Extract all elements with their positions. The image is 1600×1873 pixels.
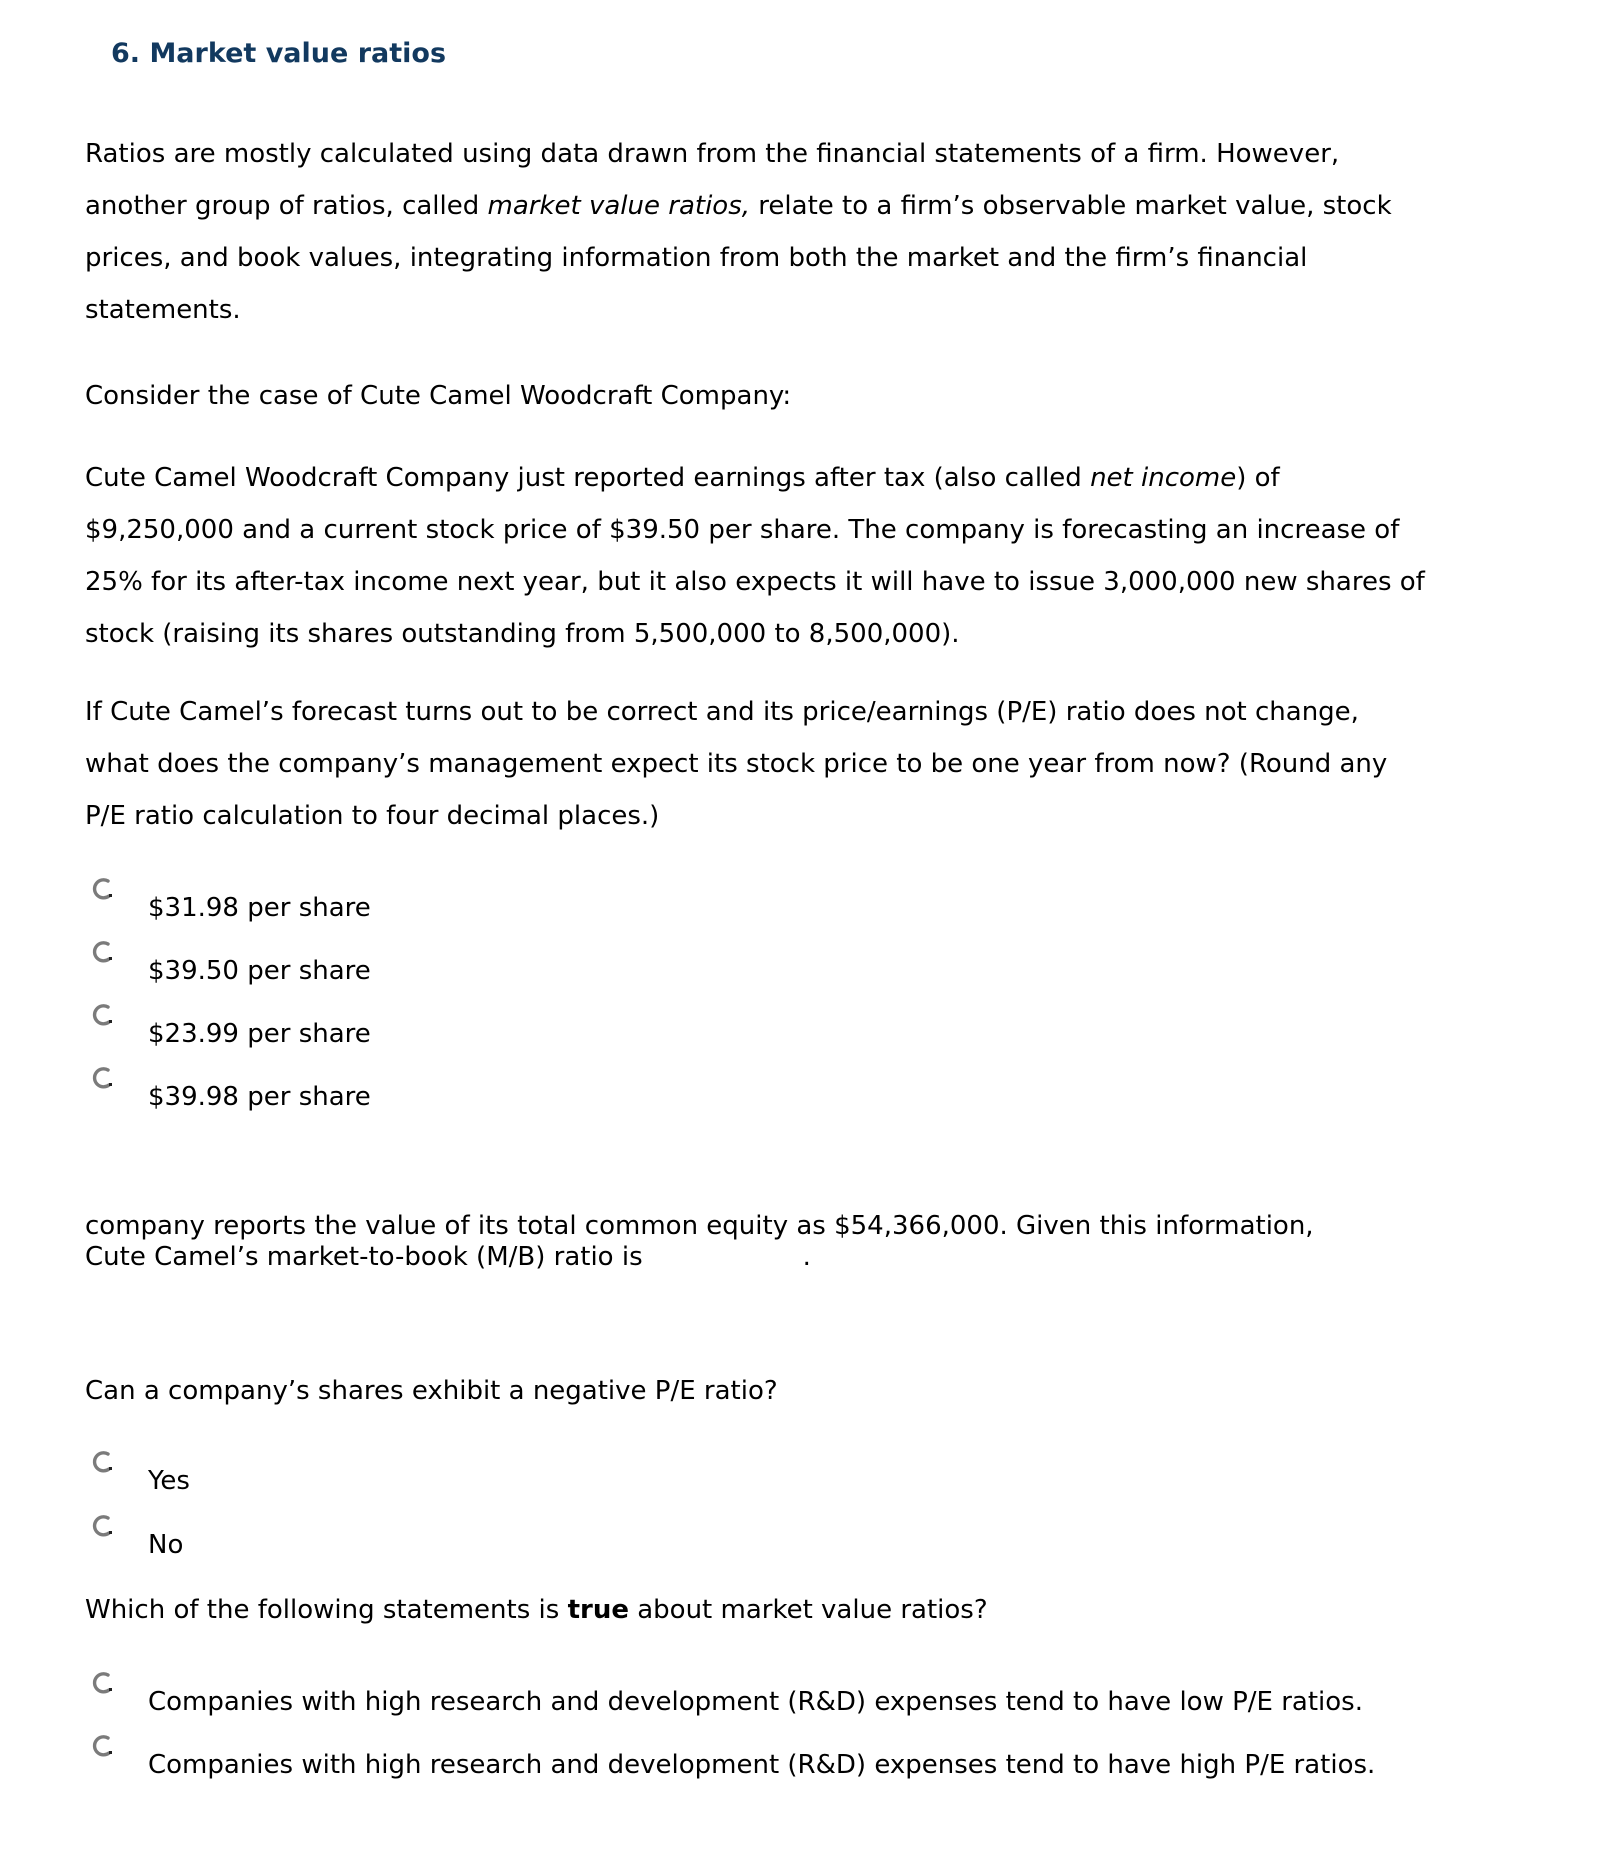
section-heading: 6. Market value ratios: [111, 38, 447, 69]
market-to-book-paragraph: [85, 1211, 1425, 1273]
q3-option-2-label: Companies with high research and development (R&D) expenses tend to have high P/E ratios.: [148, 1750, 1376, 1780]
q1-option-2-label: $39.50 per share: [148, 956, 371, 986]
radio-button-icon[interactable]: [90, 1514, 114, 1540]
q1-option-2[interactable]: [85, 940, 1525, 1002]
q3-bold: true: [567, 1595, 629, 1625]
radio-button-icon[interactable]: [90, 1734, 114, 1760]
q2-option-no-label: No: [148, 1530, 184, 1560]
intro-text-end: relate to a firm’s observable market value, stock prices, and book values, integrating information from both the market and the firm’s financial statements.: [85, 191, 1392, 325]
case-paragraph: [85, 452, 1425, 660]
q1-option-4-label: $39.98 per share: [148, 1082, 371, 1112]
q3-option-2[interactable]: [85, 1734, 1525, 1796]
case-intro: Consider the case of Cute Camel Woodcraft Company:: [85, 381, 792, 411]
case-text-end: ) of $9,250,000 and a current stock price of $39.50 per share. The company is forecasting an increase of 25% for its after-tax income next year, but it also expects it will have to issue 3,000,000 new shares of stock (raising its shares outstanding from 5,500,000 to 8,500,000).: [85, 463, 1425, 649]
q2-option-no[interactable]: [85, 1514, 1525, 1576]
mb-line-1: company reports the value of its total common equity as $54,366,000. Given this information,: [85, 1211, 1314, 1241]
q1-option-4[interactable]: [85, 1066, 1525, 1128]
radio-button-icon[interactable]: [90, 1671, 114, 1697]
q2-option-yes-label: Yes: [148, 1466, 190, 1496]
intro-text: Ratios are mostly calculated using data drawn from the financial statements of a firm. However, another group of ratios, called: [85, 139, 1340, 221]
question-1-text: If Cute Camel’s forecast turns out to be correct and its price/earnings (P/E) ratio does not change, what does the company’s management expect its stock price to be one year from now? (Round any P/E ratio calculation to four decimal places.): [85, 697, 1388, 831]
q1-option-1[interactable]: [85, 877, 1525, 939]
intro-paragraph: [85, 128, 1425, 336]
q2-option-yes[interactable]: [85, 1450, 1525, 1512]
question-2-text: Can a company’s shares exhibit a negative P/E ratio?: [85, 1376, 778, 1406]
radio-button-icon[interactable]: [90, 1003, 114, 1029]
intro-emphasis: market value ratios,: [487, 191, 751, 221]
q3-text: Which of the following statements is: [85, 1595, 568, 1625]
q3-text-end: about market value ratios?: [628, 1595, 988, 1625]
q3-option-1-label: Companies with high research and development (R&D) expenses tend to have low P/E ratios.: [148, 1687, 1363, 1717]
q1-option-3-label: $23.99 per share: [148, 1019, 371, 1049]
case-emphasis: net income: [1090, 463, 1237, 493]
q3-option-1[interactable]: [85, 1671, 1525, 1733]
radio-button-icon[interactable]: [90, 940, 114, 966]
q1-option-1-label: $31.98 per share: [148, 893, 371, 923]
q1-option-3[interactable]: [85, 1003, 1525, 1065]
case-text: Cute Camel Woodcraft Company just reported earnings after tax (also called: [85, 463, 1091, 493]
mb-line-2: Cute Camel’s market-to-book (M/B) ratio is: [85, 1242, 643, 1272]
mb-period: .: [802, 1242, 811, 1272]
radio-button-icon[interactable]: [90, 877, 114, 903]
radio-button-icon[interactable]: [90, 1066, 114, 1092]
radio-button-icon[interactable]: [90, 1450, 114, 1476]
question-3-text: [85, 1589, 988, 1631]
